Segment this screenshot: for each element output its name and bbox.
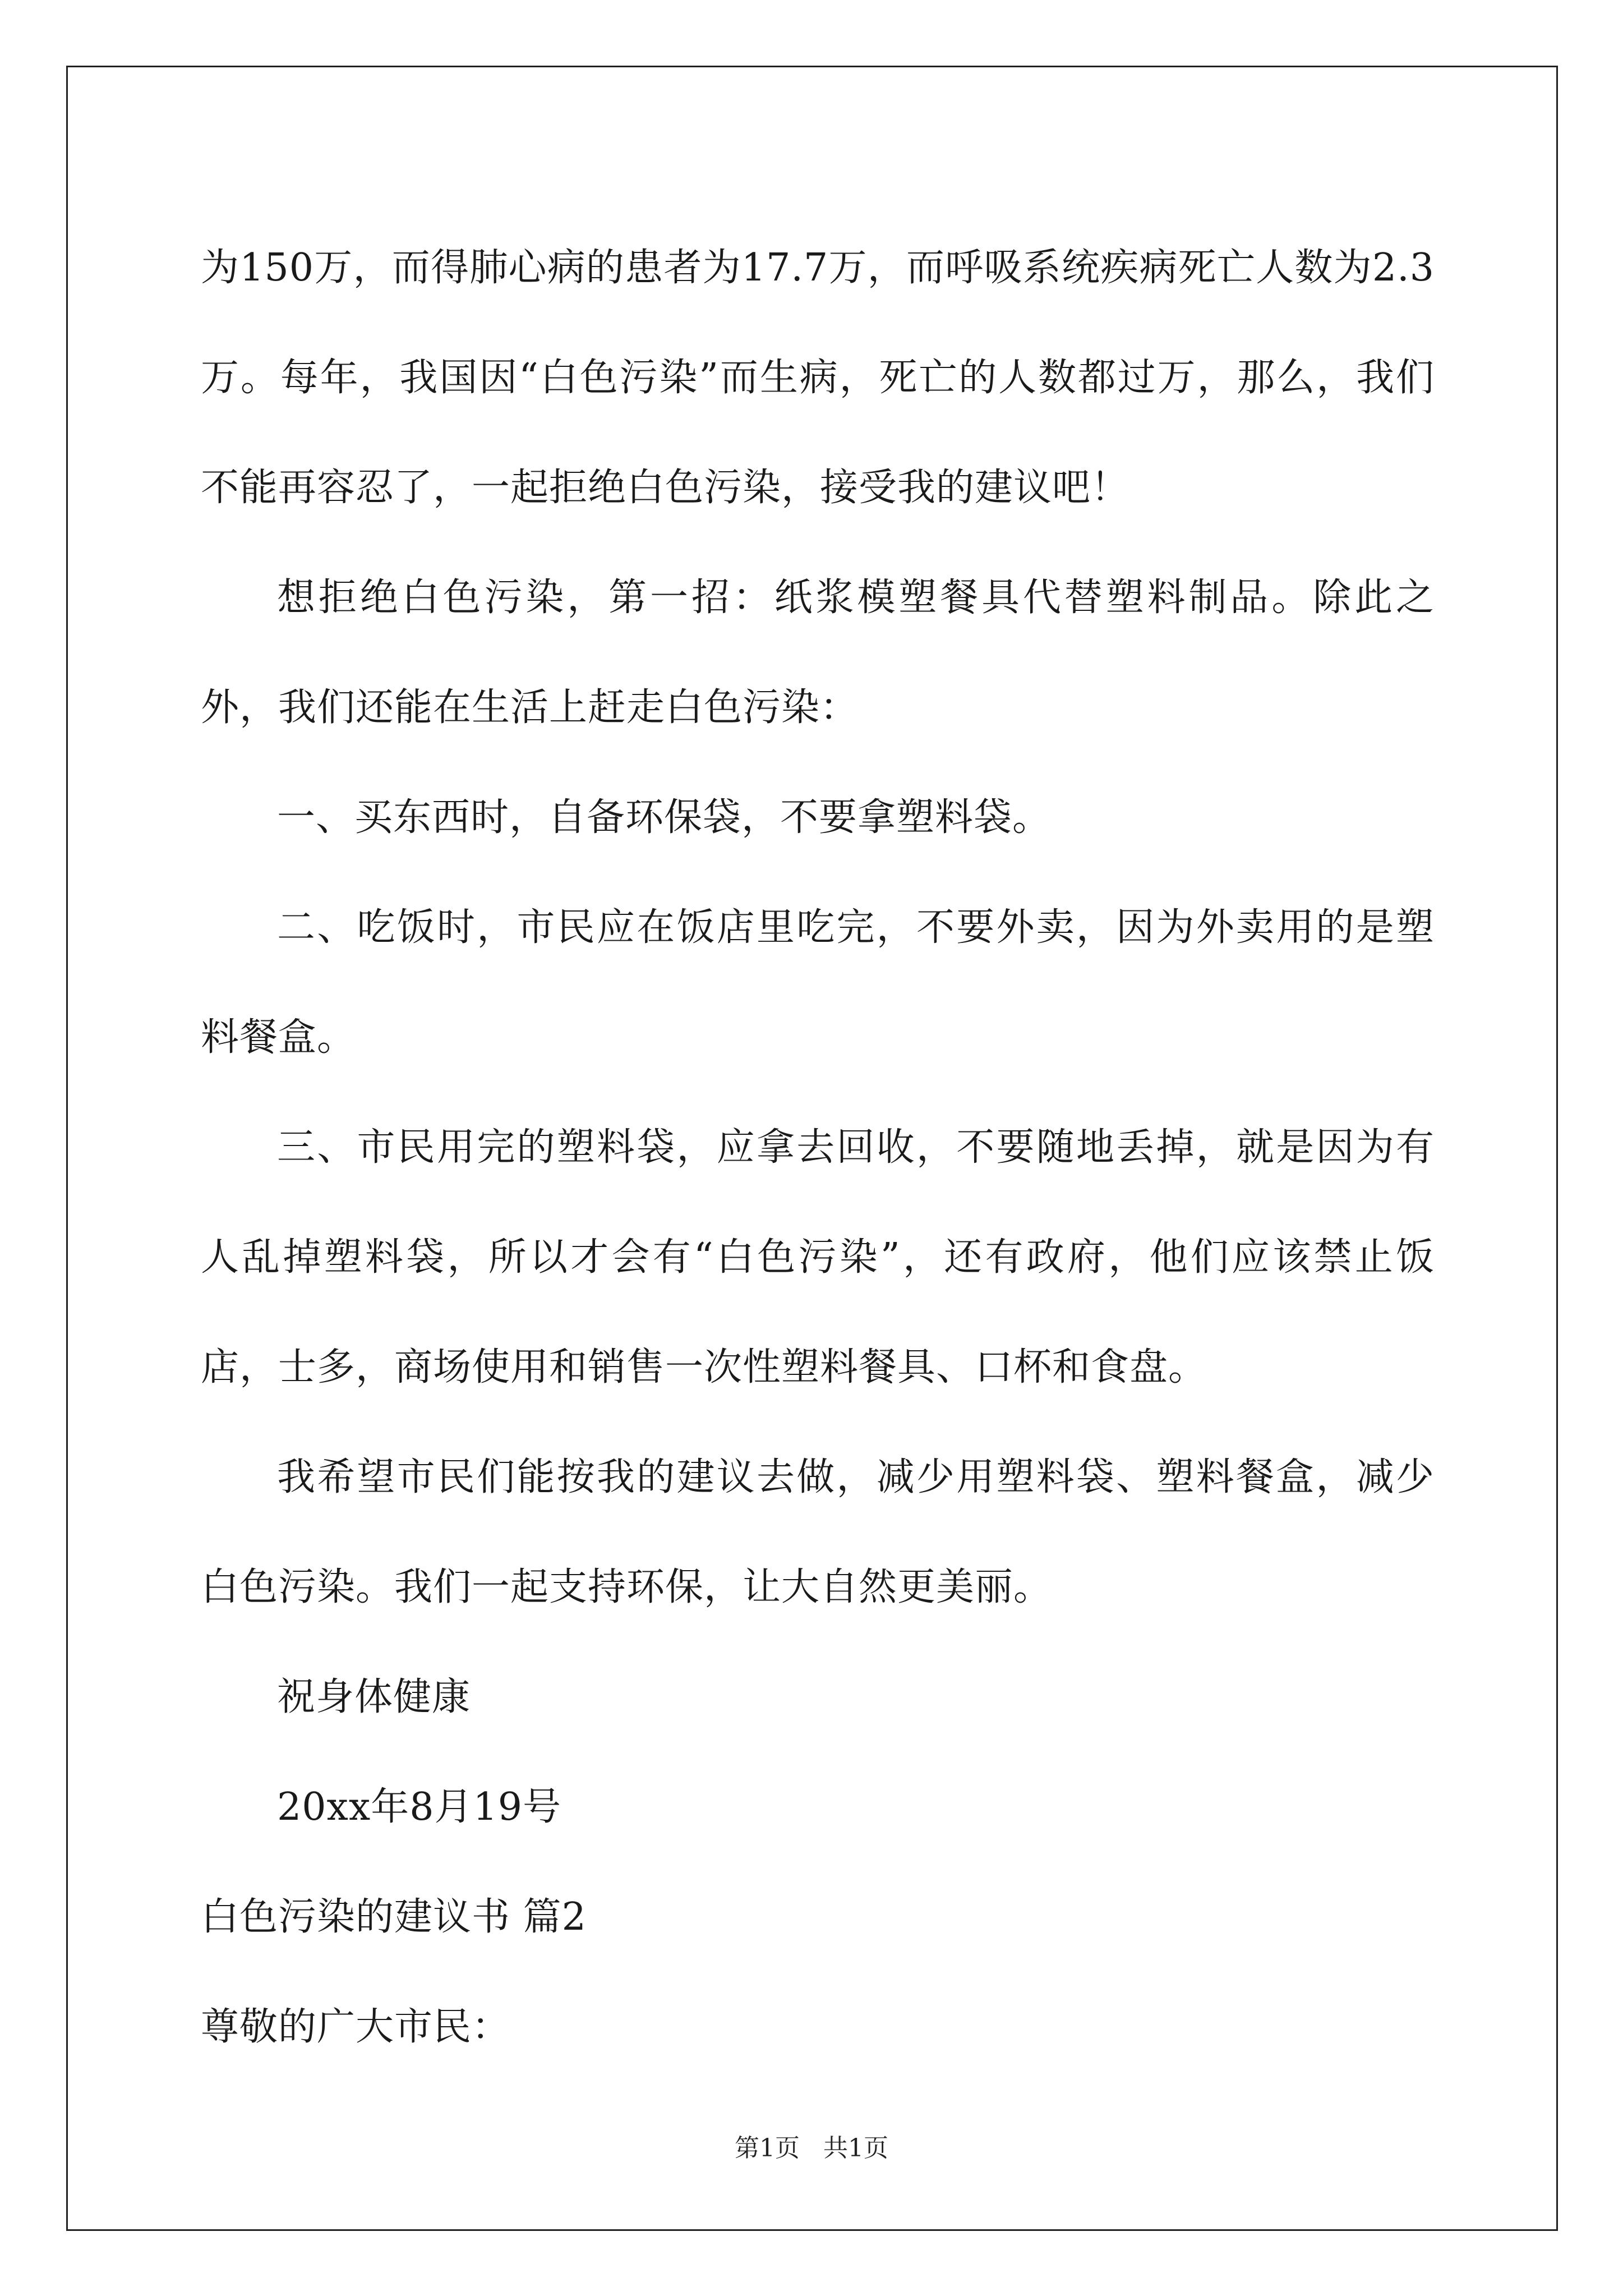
closing-wish: 祝身体健康	[277, 1675, 471, 1719]
date-line: 20xx年8月19号	[277, 1785, 562, 1829]
paragraph-2: 想拒绝白色污染，第一招：纸浆模塑餐具代替塑料制品。除此之外，我们还能在生活上赶走白色污染：	[201, 576, 1435, 730]
page-footer	[0, 2132, 1623, 2165]
salutation: 尊敬的广大市民：	[201, 2005, 511, 2049]
section-heading: 白色污染的建议书 篇2	[201, 1895, 587, 1939]
paragraph-4: 二、吃饭时，市民应在饭店里吃完，不要外卖，因为外卖用的是塑料餐盒。	[201, 905, 1435, 1060]
paragraph-1: 为150万，而得肺心病的患者为17.7万，而呼吸系统疾病死亡人数为2.3万。每年，我国因“白色污染”而生病，死亡的人数都过万，那么，我们不能再容忍了，一起拒绝白色污染，接受我的建议吧！	[201, 246, 1435, 510]
paragraph-6: 我希望市民们能按我的建议去做，减少用塑料袋、塑料餐盒，减少白色污染。我们一起支持环保，让大自然更美丽。	[201, 1455, 1435, 1609]
document-body	[201, 213, 1435, 2082]
paragraph-5: 三、市民用完的塑料袋，应拿去回收，不要随地丢掉，就是因为有人乱掉塑料袋，所以才会有“白色污染”，还有政府，他们应该禁止饭店，士多，商场使用和销售一次性塑料餐具、口杯和食盘。	[201, 1125, 1435, 1389]
paragraph-3: 一、买东西时，自备环保袋，不要拿塑料袋。	[277, 795, 1052, 840]
page-number-total: 共1页	[823, 2134, 888, 2162]
page-number-current: 第1页	[735, 2134, 800, 2162]
